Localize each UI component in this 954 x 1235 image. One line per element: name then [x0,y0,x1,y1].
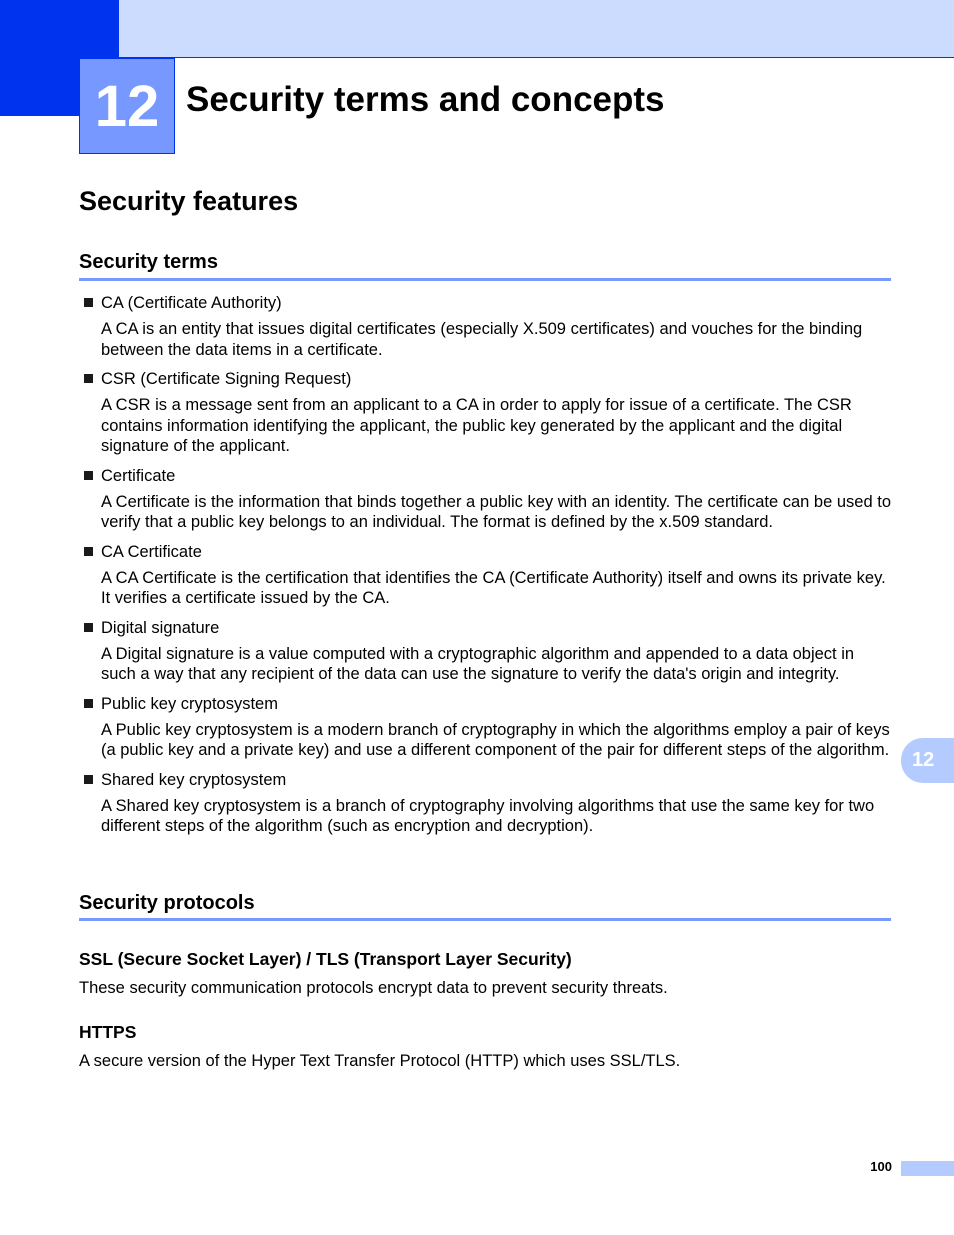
term-label-wrap [79,768,891,792]
https-text: A secure version of the Hyper Text Transfer Protocol (HTTP) which uses SSL/TLS. [79,1052,681,1070]
security-terms-rule [79,278,891,281]
chapter-number-box: 12 [79,58,175,154]
term-description: A CA is an entity that issues digital certificates (especially X.509 certificates) and vouches for the binding between the data items in a certificate. [101,320,863,359]
term-description: A Certificate is the information that binds together a public key with an identity. The certificate can be used to verify that a public key belongs to an individual. The format is defined by the x.509 standard. [101,492,891,531]
term-description: A Shared key cryptosystem is a branch of cryptography involving algorithms that use the same key for two different steps of the algorithm (such as encryption and decryption). [101,796,875,835]
square-bullet-icon [84,699,93,708]
list-item [79,540,891,609]
section-title: Security features [79,186,299,216]
security-protocols-rule [79,918,891,921]
ssl-tls-text: These security communication protocols encrypt data to prevent security threats. [79,979,668,997]
list-item [79,692,891,761]
list-item [79,464,891,533]
term-description: A Public key cryptosystem is a modern branch of cryptography in which the algorithms employ a pair of keys (a public key and a private key) and use a different component of the pair for different steps of the algorithm. [101,720,890,759]
term-description: A Digital signature is a value computed with a cryptographic algorithm and appended to a data object in such a way that any recipient of the data can use the signature to verify the data's origin and integrity. [101,644,855,683]
chapter-side-tab: 12 [901,738,954,783]
https-heading: HTTPS [79,1022,137,1042]
security-protocols-heading: Security protocols [79,892,255,914]
term-label: Certificate [101,466,176,485]
square-bullet-icon [84,775,93,784]
security-terms-heading: Security terms [79,251,218,273]
page-number-bar [901,1161,954,1176]
term-label: Shared key cryptosystem [101,770,287,789]
term-label: CA (Certificate Authority) [101,294,282,312]
header-band [0,0,954,58]
term-label-wrap [79,291,891,315]
list-item [79,616,891,685]
term-label-wrap [79,367,891,391]
square-bullet-icon [84,298,93,307]
ssl-tls-heading: SSL (Secure Socket Layer) / TLS (Transport Layer Security) [79,949,572,969]
term-label: Public key cryptosystem [101,694,278,713]
square-bullet-icon [84,623,93,632]
square-bullet-icon [84,547,93,556]
term-description: A CA Certificate is the certification that identifies the CA (Certificate Authority) itself and owns its private key. It verifies a certificate issued by the CA. [101,568,886,607]
term-label-wrap [79,616,891,640]
list-item [79,367,891,457]
page-number: 100 [870,1159,892,1174]
term-description: A CSR is a message sent from an applicant to a CA in order to apply for issue of a certificate. The CSR contains information identifying the applicant, the public key generated by the applicant and the digital signature of the applicant. [101,396,852,455]
term-label: CSR (Certificate Signing Request) [101,370,352,388]
square-bullet-icon [84,374,93,383]
term-label-wrap [79,540,891,564]
list-item [79,768,891,837]
term-label: Digital signature [101,618,220,637]
square-bullet-icon [84,471,93,480]
security-terms-list [79,291,891,844]
term-label-wrap [79,692,891,716]
header-band-rule [119,57,954,58]
chapter-title: Security terms and concepts [186,80,665,119]
term-label: CA Certificate [101,542,202,561]
list-item [79,291,891,360]
term-label-wrap [79,464,891,488]
